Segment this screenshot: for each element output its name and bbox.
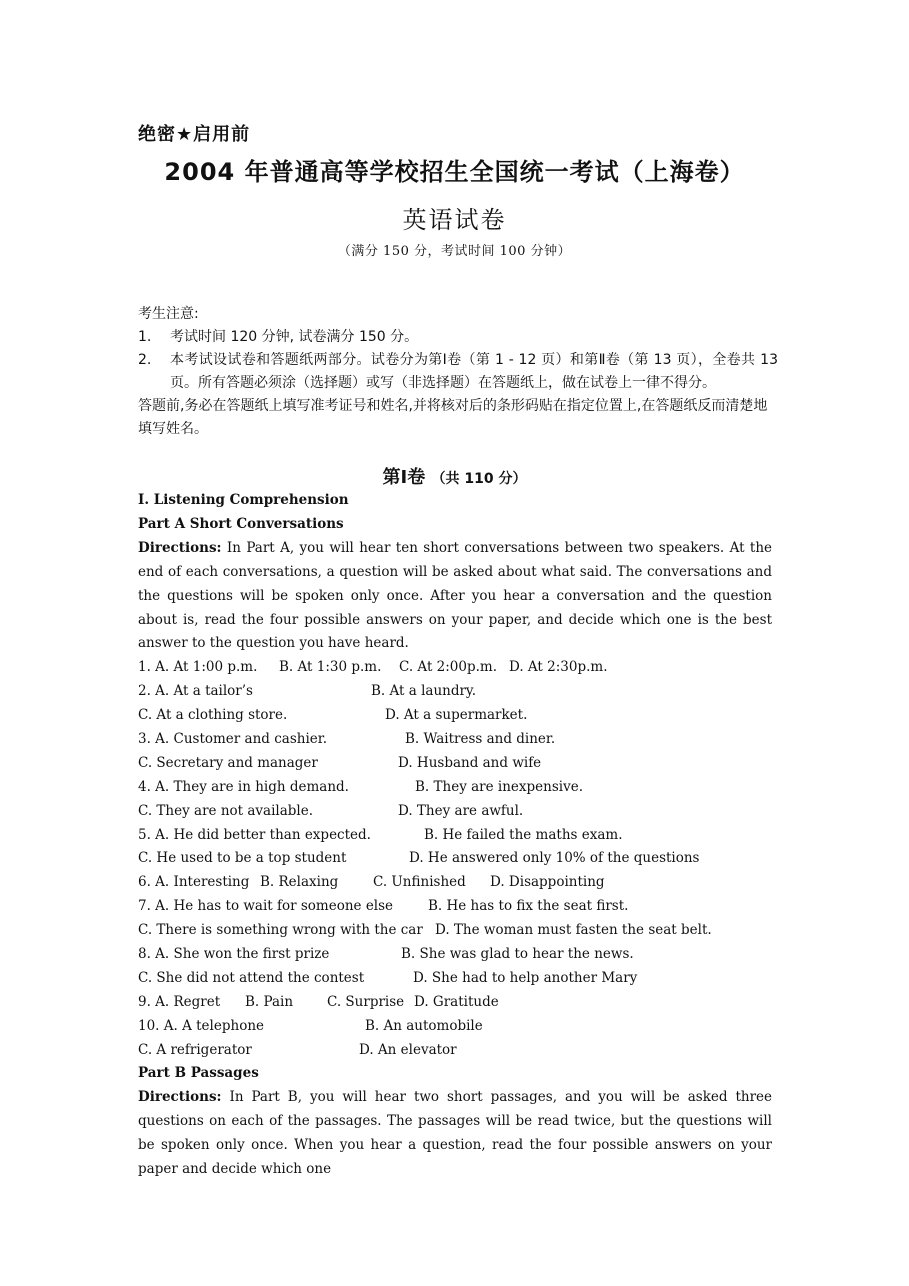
question-row <box>138 800 772 824</box>
option-d: D. They are awful. <box>398 802 524 819</box>
question-row <box>138 943 772 967</box>
option-a: 4. A. They are in high demand. <box>138 778 349 795</box>
directions-label: Directions: <box>138 1089 222 1106</box>
option-a: 2. A. At a tailor’s <box>138 683 253 700</box>
question-row <box>138 776 772 800</box>
section-points: （共 110 分） <box>431 471 527 487</box>
option-a: 1. A. At 1:00 p.m. <box>138 659 258 676</box>
question-row <box>138 728 772 752</box>
option-d: D. At a supermarket. <box>385 707 528 724</box>
option-c: C. Surprise <box>327 993 405 1010</box>
question-row <box>138 1015 772 1039</box>
section-title: 第Ⅰ卷 <box>382 467 426 488</box>
score-note: （满分 150 分，考试时间 100 分钟） <box>337 244 572 259</box>
option-a: 10. A. A telephone <box>138 1017 265 1034</box>
option-c: C. Unfinished <box>373 874 466 891</box>
question-row <box>138 656 772 680</box>
option-c: C. He used to be a top student <box>138 850 347 867</box>
option-a: 8. A. She won the first prize <box>138 946 330 963</box>
option-b: B. He failed the maths exam. <box>424 826 623 843</box>
option-b: B. Waitress and diner. <box>405 731 556 748</box>
section-heading <box>0 463 909 489</box>
question-row <box>138 991 772 1015</box>
question-row <box>138 752 772 776</box>
notes-item-text: 本考试设试卷和答题纸两部分。试卷分为第Ⅰ卷（第 1 - 12 页）和第Ⅱ卷（第 13 页），全卷共 13 页。所有答题必须涂（选择题）或写（非选择题）在答题纸上，做在试卷上一律不得分。 <box>170 352 778 391</box>
option-c: C. She did not attend the contest <box>138 969 365 986</box>
option-b: B. At 1:30 p.m. <box>279 659 382 676</box>
option-d: D. Husband and wife <box>398 754 542 771</box>
option-d: D. The woman must fasten the seat belt. <box>435 922 712 939</box>
option-c: C. They are not available. <box>138 802 314 819</box>
question-row <box>138 680 772 704</box>
listening-section <box>138 489 772 1182</box>
option-c: C. A refrigerator <box>138 1041 252 1058</box>
notes-item <box>138 349 778 395</box>
part-a-directions <box>138 537 772 657</box>
option-d: D. Disappointing <box>490 874 605 891</box>
option-d: D. She had to help another Mary <box>413 969 638 986</box>
option-a: 6. A. Interesting <box>138 874 250 891</box>
option-d: D. He answered only 10% of the questions <box>409 850 700 867</box>
exam-subtitle: 英语试卷 <box>402 206 507 234</box>
directions-label: Directions: <box>138 539 222 556</box>
confidential-mark: 绝密★启用前 <box>138 124 251 145</box>
exam-title: 2004 年普通高等学校招生全国统一考试（上海卷） <box>164 158 745 186</box>
option-b: B. They are inexpensive. <box>415 778 583 795</box>
option-b: B. At a laundry. <box>371 683 477 700</box>
directions-text: In Part B, you will hear two short passages, and you will be asked three questions on each of the passages. The passages will be read twice, but the questions will be spoken only once. When you hear a question, read the four possible answers on your paper and decide which one <box>138 1089 773 1178</box>
question-row <box>138 895 772 919</box>
option-c: C. There is something wrong with the car <box>138 922 423 939</box>
option-c: C. At 2:00p.m. <box>399 659 498 676</box>
notes-item-number: 1. <box>138 329 152 345</box>
directions-text: In Part A, you will hear ten short conversations between two speakers. At the end of each conversations, a question will be asked about what said. The conversations and the questions will be spoken only once. After you hear a conversation and the question about is, read the four possible answers on your paper, and decide which one is the best answer to the question you have heard. <box>138 539 773 652</box>
notes-item-number: 2. <box>138 352 152 368</box>
option-b: B. Pain <box>245 993 294 1010</box>
option-a: 5. A. He did better than expected. <box>138 826 371 843</box>
option-d: D. At 2:30p.m. <box>509 659 608 676</box>
question-row <box>138 847 772 871</box>
question-row <box>138 824 772 848</box>
option-b: B. An automobile <box>365 1017 483 1034</box>
question-row <box>138 871 772 895</box>
question-row <box>138 1039 772 1063</box>
option-d: D. An elevator <box>359 1041 457 1058</box>
question-row <box>138 704 772 728</box>
option-a: 3. A. Customer and cashier. <box>138 731 328 748</box>
part-b-heading: Part B Passages <box>138 1065 259 1082</box>
option-b: B. He has to fix the seat first. <box>428 898 629 915</box>
option-a: 9. A. Regret <box>138 993 221 1010</box>
option-a: 7. A. He has to wait for someone else <box>138 898 394 915</box>
part-a-heading: Part A Short Conversations <box>138 515 344 532</box>
option-d: D. Gratitude <box>414 993 499 1010</box>
question-row <box>138 919 772 943</box>
part-b-directions <box>138 1086 772 1182</box>
notes-heading: 考生注意: <box>138 306 199 322</box>
notes-item <box>138 326 778 349</box>
option-b: B. Relaxing <box>260 874 339 891</box>
question-row <box>138 967 772 991</box>
option-c: C. Secretary and manager <box>138 754 318 771</box>
notes-footer: 答题前,务必在答题纸上填写准考证号和姓名,并将核对后的条形码贴在指定位置上,在答题纸反而清楚地填写姓名。 <box>138 398 768 437</box>
option-c: C. At a clothing store. <box>138 707 288 724</box>
option-b: B. She was glad to hear the news. <box>401 946 634 963</box>
listening-heading: I. Listening Comprehension <box>138 492 349 508</box>
notes-item-text: 考试时间 120 分钟, 试卷满分 150 分。 <box>170 329 419 345</box>
candidate-notes <box>138 303 778 441</box>
